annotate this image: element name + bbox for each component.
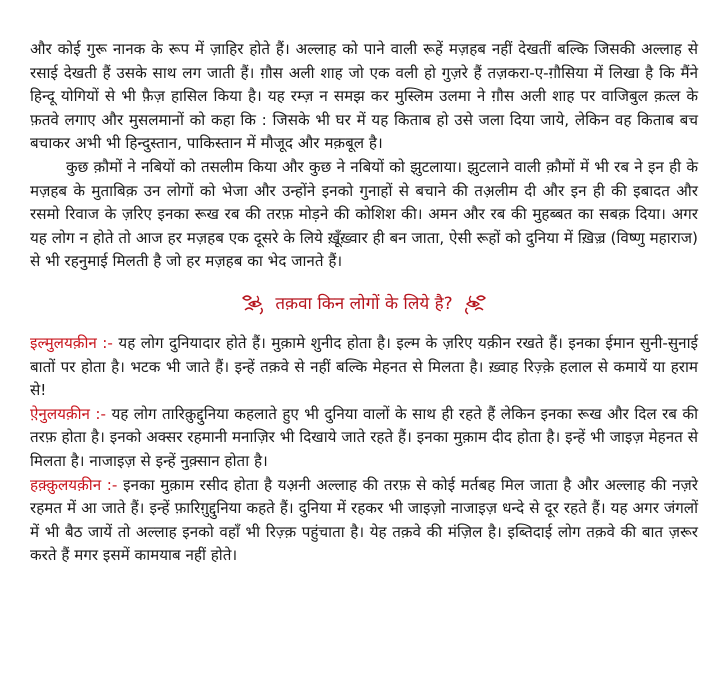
definition-text: यह लोग दुनियादार होते हैं। मुक़ामे शुनीद होता है। इल्म के ज़रिए यक़ीन रखते हैं। इनका ईमान सुनी-सुनाई बातों पर होता है। भटक भी जाते हैं। इन्हें तक़वे से नहीं बल्कि मेहनत से मिलता है। ख़्वाह रिज़्क़े हलाल से कमायें या हराम से! bbox=[30, 333, 698, 400]
definition-term: इल्मुलयक़ीन :- bbox=[30, 333, 113, 352]
paragraph-2: कुछ क़ौमों ने नबियों को तसलीम किया और कुछ ने नबियों को झुटलाया। झुटलाने वाली क़ौमों में भी रब ने इन ही के मज़हब के मुताबिक़ उन लोगों को भेजा और उन्होंने इनको गुनाहों से बचाने की तअ़लीम दी और इन ही की इबादत और रसमो रिवाज के ज़रिए इनका रूख रब की तरफ़ मोड़ने की कोशिश की। अमन और रब की मुहब्बत का सबक़ दिया। अगर यह लोग न होते तो आज हर मज़हब एक दूसरे के लिये ख़ूँख़्वार ही बन जाता, ऐसी रूहों को दुनिया में ख़िज़्र (विष्णु महाराज) से भी रहनुमाई मिलती है जो हर मज़हब का भेद जानते हैं। bbox=[30, 157, 698, 271]
section-heading-title: तक़वा किन लोगों के लिये है? bbox=[275, 293, 453, 314]
definitions-list bbox=[30, 332, 698, 568]
definition-ainulyaqeen bbox=[30, 403, 698, 474]
definition-text: इनका मुक़ाम रसीद होता है यअ़नी अल्लाह की तरफ़ से कोई मर्तबह मिल जाता है और अल्लाह की नज़रे रहमत में आ जाते हैं। इन्हें फ़ारिग़ुद्दुनिया कहते हैं। दुनिया में रहकर भी जाइज़ो नाजाइज़ धन्दे से दूर रहते हैं। यह अगर जंगलों में भी बैठ जायें तो अल्लाह इनको वहाँ भी रिज़्क़ पहुंचाता है। येह तक़वे की मंज़िल है। इब्तिदाई लोग तक़वे की बात ज़रूर करते हैं मगर इसमें कामयाब नहीं होते। bbox=[30, 475, 698, 565]
floral-ornament-icon bbox=[459, 292, 489, 316]
section-heading bbox=[30, 290, 698, 318]
definition-haqqulyaqeen bbox=[30, 474, 698, 568]
paragraph-1: और कोई गुरू नानक के रूप में ज़ाहिर होते हैं। अल्लाह को पाने वाली रूहें मज़हब नहीं देखतीं बल्कि जिसकी अल्लाह से रसाई देखती हैं उसके साथ लग जाती हैं। ग़ौस अली शाह जो एक वली हो गुज़रे हैं तज़करा-ए-ग़ौसिया में लिखा है कि मैंने हिन्दू योगियों से भी फ़ैज़ हासिल किया है। यह रम्ज़ न समझ कर मुस्लिम उलमा ने ग़ौस अली शाह पर वाजिबुल क़त्ल के फ़तवे लगाए और मुसलमानों को कहा कि : जिसके भी घर में यह किताब हो उसे जला दिया जाये, लेकिन वह किताब बच बचाकर अभी भी हिन्दुस्तान, पाकिस्तान में मौजूद और मक़बूल है। bbox=[30, 40, 698, 153]
floral-ornament-icon bbox=[239, 292, 269, 316]
definition-term: हक़्क़ुलयक़ीन :- bbox=[30, 475, 118, 494]
definition-term: ऐ़नुलयक़ीन :- bbox=[30, 404, 107, 423]
definition-ilmulyaqeen bbox=[30, 332, 698, 403]
definition-text: यह लोग तारिक़ुद्दुनिया कहलाते हुए भी दुनिया वालों के साथ ही रहते हैं लेकिन इनका रूख और दिल रब की तरफ़ होता है। इनको अक्सर रहमानी मनाज़िर भी दिखाये जाते रहते हैं। इनका मुक़ाम दीद होता है। इन्हें भी जाइज़ मेहनत से मिलता है। नाजाइज़ से इन्हें नुक़्सान होता है। bbox=[30, 404, 699, 470]
